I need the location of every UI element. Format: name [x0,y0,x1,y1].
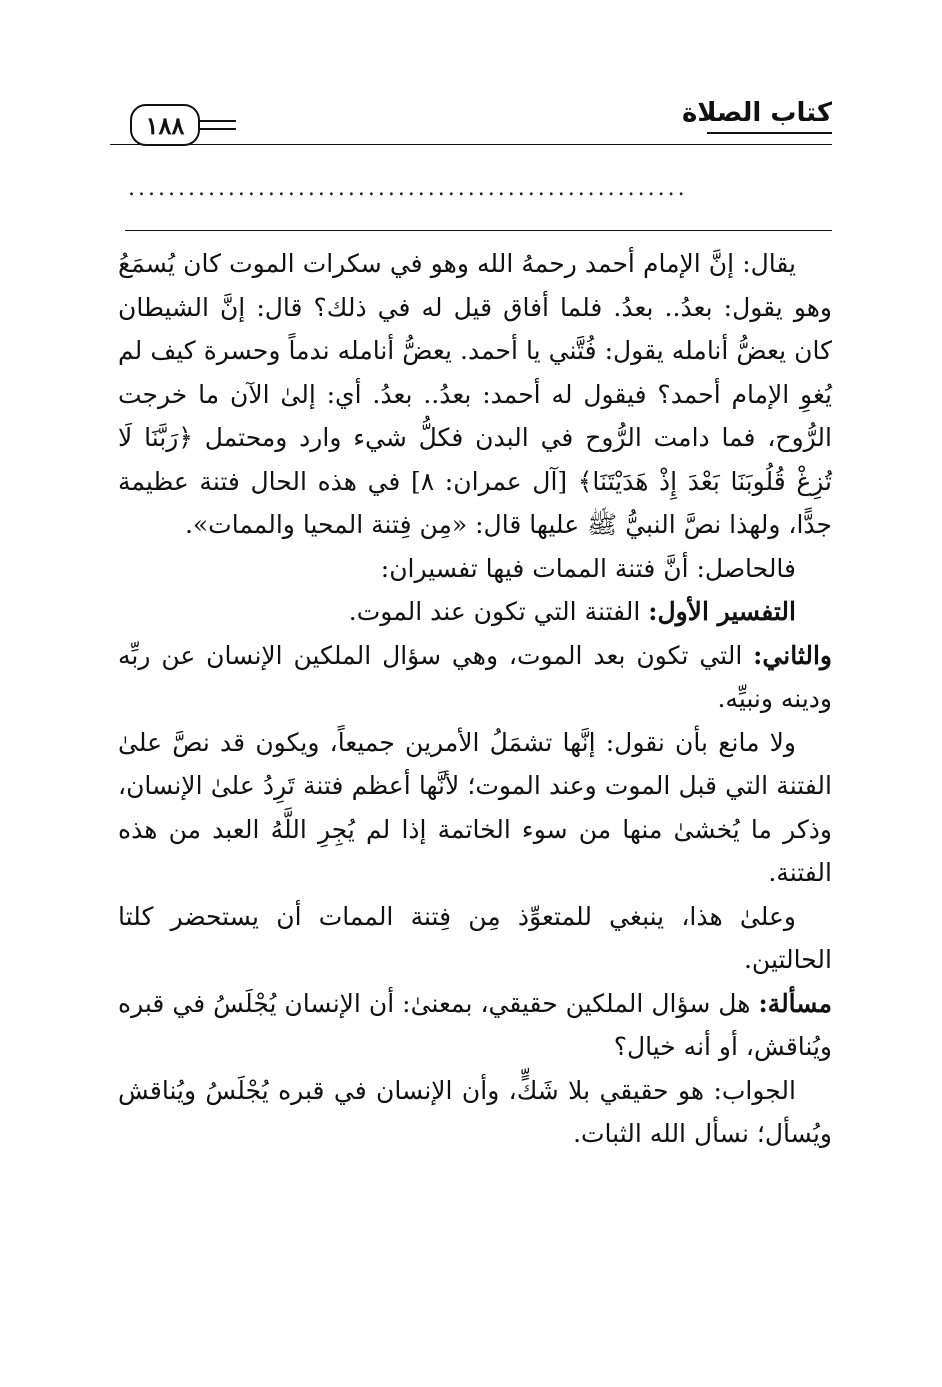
content-divider [125,230,832,231]
paragraph: يقال: إنَّ الإمام أحمد رحمهُ الله وهو في سكرات الموت كان يُسمَعُ وهو يقول: بعدُ.. بعدُ. فلما أفاق قيل له في ذلك؟ قال: إنَّ الشيطان كان يعضُّ أنامله يقول: فُتَّني يا أحمد. يعضُّ أنامله ندماً وحسرة كيف لم يُغوِ الإمام أحمد؟ فيقول له أحمد: بعدُ.. بعدُ. أي: إلىٰ الآن ما خرجت الرُّوح، فما دامت الرُّوح في البدن فكلُّ شيء وارد ومحتمل ﴿رَبَّنَا لَا تُزِغْ قُلُوبَنَا بَعْدَ إِذْ هَدَيْتَنَا﴾ [آل عمران: ٨] في هذه الحال فتنة عظيمة جدًّا، ولهذا نصَّ النبيُّ ﷺ عليها قال: «مِن فِتنة المحيا والممات». [118,249,832,539]
bold-term: والثاني: [753,640,832,670]
bold-term: التفسير الأول: [648,597,796,626]
book-title: كتاب الصلاة [681,98,832,128]
paragraph: فالحاصل: أنَّ فتنة الممات فيها تفسيران: [380,553,796,583]
paragraph: التفسير الأول: الفتنة التي تكون عند الموت. [348,597,796,626]
paragraph: والثاني: التي تكون بعد الموت، وهي سؤال الملكين الإنسان عن ربِّه ودينه ونبيِّه. [118,640,832,713]
page-header [110,98,832,154]
page-body [118,242,832,1156]
paragraph: مسألة: هل سؤال الملكين حقيقي، بمعنىٰ: أن الإنسان يُجْلَسُ في قبره ويُناقش، أو أنه خيال؟ [118,988,832,1061]
header-rule [110,144,832,145]
paragraph: وعلىٰ هذا، ينبغي للمتعوِّذ مِن فِتنة الممات أن يستحضر كلتا الحالتين. [118,901,832,974]
paragraph: ولا مانع بأن نقول: إنَّها تشمَلُ الأمرين جميعاً، ويكون قد نصَّ علىٰ الفتنة التي قبل الموت وعند الموت؛ لأنَّها أعظم فتنة تَرِدُ علىٰ الإنسان، وذكر ما يُخشىٰ منها من سوء الخاتمة إذا لم يُجِرِ اللَّهُ العبد من هذه الفتنة. [118,727,832,887]
page-number-badge: ١٨٨ [130,104,200,146]
title-underline [707,132,832,134]
bold-term: مسألة: [758,988,832,1018]
paragraph: الجواب: هو حقيقي بلا شَكٍّ، وأن الإنسان في قبره يُجْلَسُ ويُناقش ويُسأل؛ نسأل الله الثبات. [118,1075,832,1148]
dotted-separator: ........................................................ [128,176,688,201]
header-ornament-lines [198,120,236,136]
